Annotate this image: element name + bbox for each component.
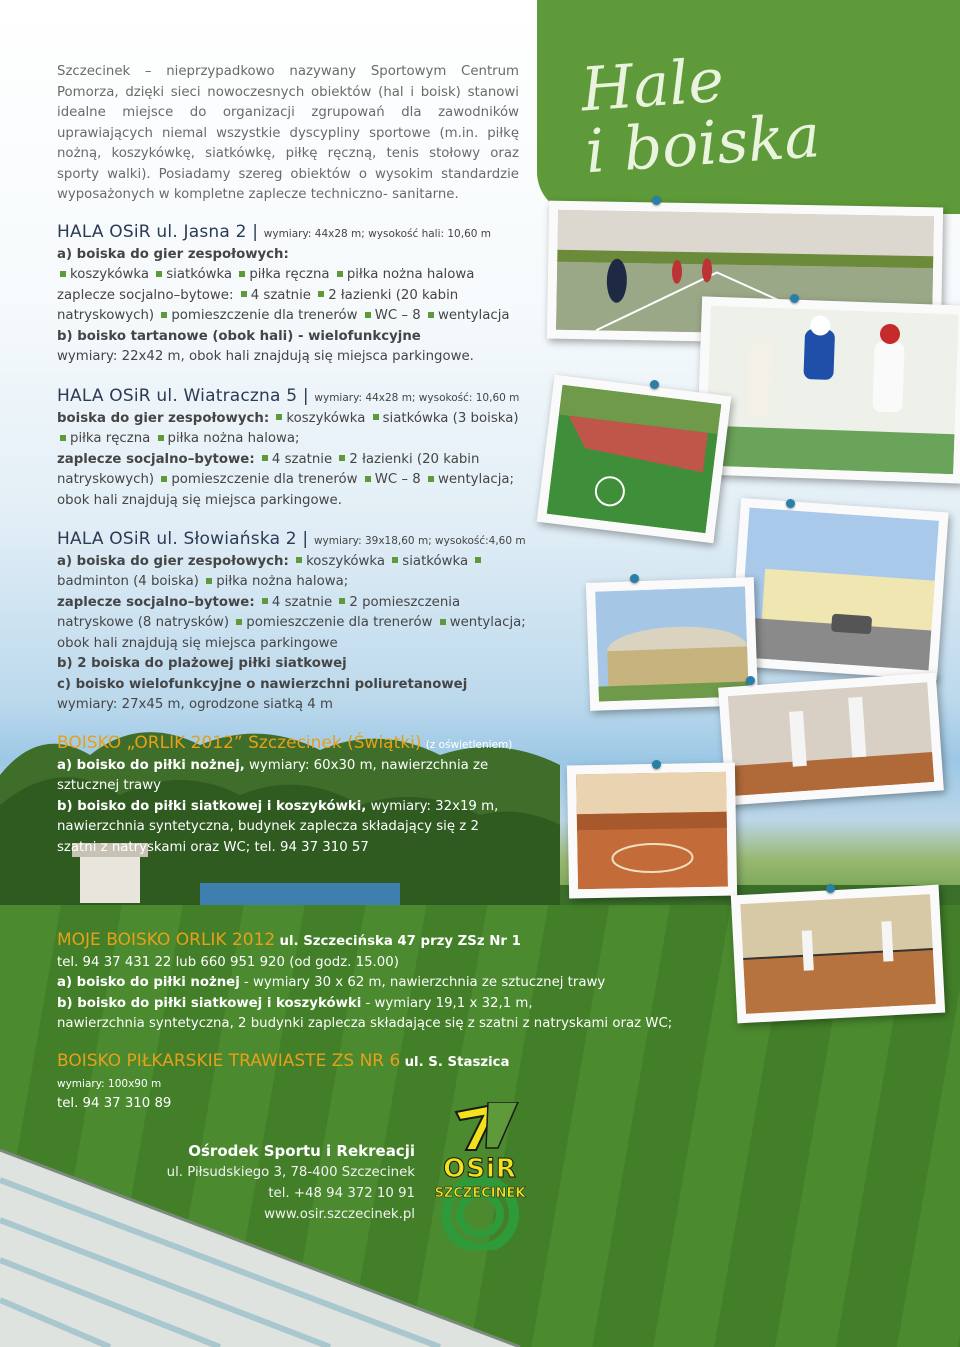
photo-building-parking xyxy=(729,498,948,680)
orlik2-title: MOJE BOISKO ORLIK 2012 xyxy=(57,930,276,950)
grass-tel: tel. 94 37 310 89 xyxy=(57,1096,172,1111)
hall2-section: HALA OSiR ul. Wiatraczna 5 | wymiary: 44x28 m; wysokość: 10,60 m boiska do gier zespołowych: koszykówka siatkówka (3 boiska) piłka ręczna piłka nożna halowa; zaplecze socjalno–bytowe: 4 szatnie 2 łazienki (20 kabin natryskowych) pomieszczenie dla trenerów WC – 8 wentylacja; obok hali znajdują się miejsca parkingowe. xyxy=(57,386,527,511)
orlik2-b-text2: nawierzchnia syntetyczna, 2 budynki zaplecza składające się z szatni z natryskami oraz WC; xyxy=(57,1016,673,1031)
hall2-zaplecze: zaplecze socjalno–bytowe: 4 szatnie 2 łazienki (20 kabin natryskowych) pomieszczenie dla trenerów WC – 8 wentylacja; xyxy=(57,451,515,487)
osir-logo xyxy=(428,1102,532,1250)
orlik2-tel: tel. 94 37 431 22 lub 660 951 920 (od godz. 15.00) xyxy=(57,954,399,970)
hall2-dims: wymiary: 44x28 m; wysokość: 10,60 m xyxy=(314,392,520,404)
header-title-line2: i boiska xyxy=(583,101,823,188)
orlik2-address: ul. Szczecińska 47 przy ZSz Nr 1 xyxy=(279,934,521,949)
orlik1-title: BOISKO „ORLIK 2012” Szczecinek (Świątki) xyxy=(57,733,422,753)
hall2-sports: boiska do gier zespołowych: koszykówka siatkówka (3 boiska) piłka ręczna piłka nożna halowa; xyxy=(57,410,519,446)
hall3-dims: wymiary: 39x18,60 m; wysokość:4,60 m xyxy=(313,535,526,547)
hall1-zaplecze: zaplecze socjalno–bytowe: 4 szatnie 2 łazienki (20 kabin natryskowych) pomieszczenie dla trenerów WC – 8 wentylacja xyxy=(57,287,510,323)
logo-name: OSiR xyxy=(443,1154,517,1184)
photo-outdoor-field xyxy=(537,375,732,544)
hall1-b-text: wymiary: 22x42 m, obok hali znajdują się miejsca parkingowe. xyxy=(57,349,474,364)
grass-dims: wymiary: 100x90 m xyxy=(57,1077,162,1090)
hall1-sports: koszykówka siatkówka piłka ręczna piłka nożna halowa xyxy=(57,265,527,286)
hall3-zaplecze: zaplecze socjalno–bytowe: 4 szatnie 2 pomieszczenia natryskowe (8 natrysków) pomieszczenie dla trenerów wentylacja; xyxy=(57,594,526,630)
orlik1-b: b) boisko do piłki siatkowej i koszykówki, wymiary: 32x19 m, nawierzchnia syntetyczna, budynek zaplecza składający się z 2 szatni z natryskami oraz WC; tel. 94 37 310 57 xyxy=(57,798,499,855)
header-title xyxy=(578,37,917,188)
photo-martial-arts xyxy=(696,296,960,483)
hall3-c-label: c) boisko wielofunkcyjne o nawierzchni poliuretanowej xyxy=(57,676,468,692)
hall2-title: HALA OSiR ul. Wiatraczna 5 xyxy=(57,386,298,406)
header-title-line1: Hale xyxy=(578,45,727,126)
hall1-a-label: a) boiska do gier zespołowych: xyxy=(57,246,289,262)
pin-icon xyxy=(790,294,799,303)
hall1-section: HALA OSiR ul. Jasna 2 | wymiary: 44x28 m; wysokość hali: 10,60 m a) boiska do gier zespołowych: koszykówka siatkówka piłka ręczna piłka nożna halowa zaplecze socjalno–bytowe: 4 szatnie 2 łazienki (20 kabin natryskowych) pomieszczenie dla trenerów WC – 8 wentylacja b) boisko tartanowe (obok hali) - wielofunkcyjne wymiary: 22x42 m, obok hali znajdują się miejsca parkingowe. xyxy=(57,222,527,368)
hall3-title: HALA OSiR ul. Słowiańska 2 xyxy=(57,529,297,549)
logo-city: SZCZECINEK xyxy=(434,1186,526,1201)
pin-icon xyxy=(652,196,661,205)
hall3-b-label: b) 2 boiska do plażowej piłki siatkowej xyxy=(57,656,347,671)
hall2-parking: obok hali znajdują się miejsca parkingowe. xyxy=(57,492,342,508)
intro-paragraph: Szczecinek – nieprzypadkowo nazywany Sportowym Centrum Pomorza, dzięki sieci nowoczesnych obiektów (hal i boisk) stanowi idealne miejsce do organizacji zgrupowań dla zawodników uprawiających niemal wszystkie dyscypliny sportowe (m.in. piłkę nożną, koszykówkę, siatkówkę, piłkę ręczną, tenis stołowy oraz sporty walki). Posiadamy szereg obiektów o wysokim standardzie wyposażonych w kompletne zaplecze techniczno- sanitarne. xyxy=(57,64,519,202)
footer-www[interactable]: www.osir.szczecinek.pl xyxy=(264,1207,415,1222)
hall1-dims: wymiary: 44x28 m; wysokość hali: 10,60 m xyxy=(263,228,491,240)
orlik2-section xyxy=(57,930,697,1035)
orlik1-note: (z oświetleniem) xyxy=(425,739,513,751)
pin-icon xyxy=(786,499,795,508)
footer-tel: tel. +48 94 372 10 91 xyxy=(268,1186,415,1201)
hall1-title: HALA OSiR ul. Jasna 2 xyxy=(57,222,247,242)
orlik1-section xyxy=(57,733,517,858)
hall3-sports: a) boiska do gier zespołowych: koszykówka siatkówka badminton (4 boiska) piłka nożna halowa; xyxy=(57,552,527,593)
pin-icon xyxy=(630,574,639,583)
pin-icon xyxy=(826,884,835,893)
photo-fencing xyxy=(718,673,944,806)
hall3-section: HALA OSiR ul. Słowiańska 2 | wymiary: 39x18,60 m; wysokość:4,60 m a) boiska do gier zespołowych: koszykówka siatkówka badminton (4 boiska) piłka nożna halowa; zaplecze socjalno–bytowe: 4 szatnie 2 pomieszczenia natryskowe (8 natrysków) pomieszczenie dla trenerów wentylacja; obok hali znajdują się miejsca parkingowe b) 2 boiska do plażowej piłki siatkowej c) boisko wielofunkcyjne o nawierzchni poliuretanowej wymiary: 27x45 m, ogrodzone siatką 4 m xyxy=(57,529,527,716)
footer-contact xyxy=(150,1141,415,1225)
photo-hall-interior xyxy=(567,763,737,899)
photo-badminton xyxy=(731,885,945,1024)
hall3-parking: obok hali znajdują się miejsca parkingowe xyxy=(57,635,338,651)
pin-icon xyxy=(650,380,659,389)
grass-title: BOISKO PIŁKARSKIE TRAWIASTE ZS NR 6 xyxy=(57,1051,401,1071)
orlik2-a: a) boisko do piłki nożnej - wymiary 30 x 62 m, nawierzchnia ze sztucznej trawy xyxy=(57,975,606,990)
grass-address: ul. S. Staszica xyxy=(404,1055,510,1070)
hall1-b-label: b) boisko tartanowe (obok hali) - wielofunkcyjne xyxy=(57,328,421,344)
footer-address: ul. Piłsudskiego 3, 78-400 Szczecinek xyxy=(166,1165,415,1180)
pin-icon xyxy=(652,760,661,769)
orlik2-b: b) boisko do piłki siatkowej i koszykówki - wymiary 19,1 x 32,1 m, xyxy=(57,995,533,1011)
footer-org: Ośrodek Sportu i Rekreacji xyxy=(188,1142,415,1160)
orlik1-a: a) boisko do piłki nożnej, wymiary: 60x30 m, nawierzchnia ze sztucznej trawy xyxy=(57,757,489,793)
hall3-c-text: wymiary: 27x45 m, ogrodzone siatką 4 m xyxy=(57,697,333,712)
pin-icon xyxy=(746,676,755,685)
